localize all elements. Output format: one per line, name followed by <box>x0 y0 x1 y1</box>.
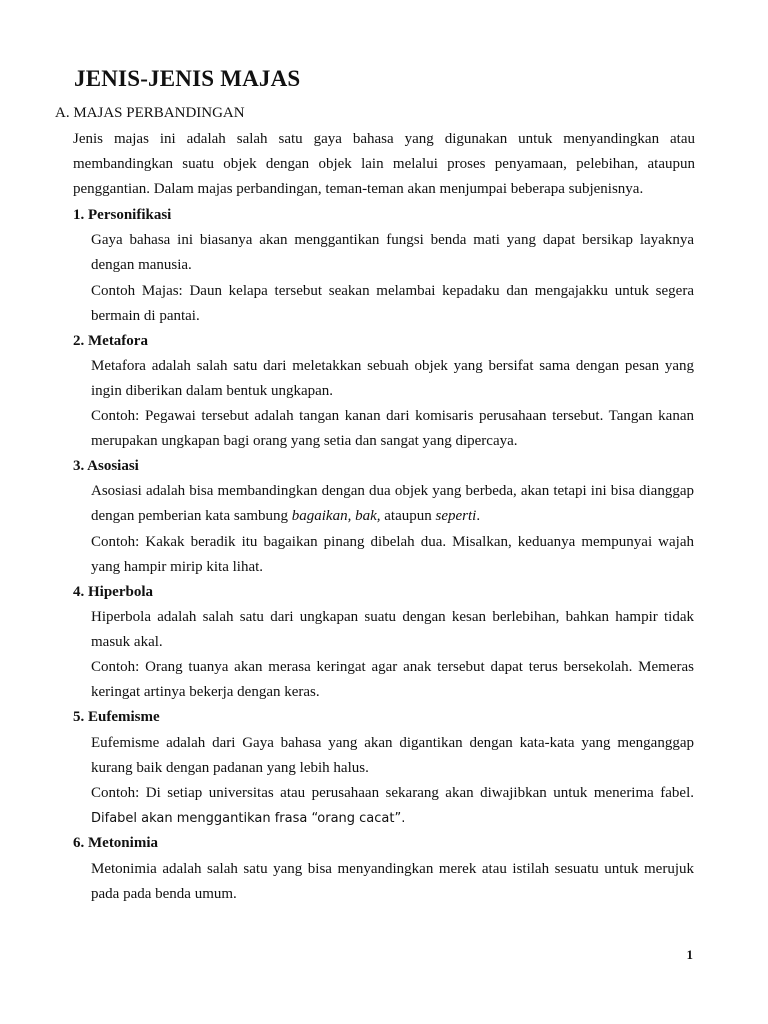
item-definition-metafora: Metafora adalah salah satu dari meletakkan sebuah objek yang bersifat sama dengan pesan yang ingin diberikan dalam bentuk ungkapan. <box>91 358 694 400</box>
section-heading-majas-perbandingan: A. MAJAS PERBANDINGAN <box>55 105 245 121</box>
definition-italic-seperti: seperti <box>435 508 477 525</box>
item-heading-metonimia: 6. Metonimia <box>73 835 158 851</box>
definition-text-part: ataupun <box>380 508 436 525</box>
item-heading-personifikasi: 1. Personifikasi <box>73 207 172 223</box>
item-heading-eufemisme: 5. Eufemisme <box>73 709 160 725</box>
item-example-eufemisme-line2: Difabel akan menggantikan frasa “orang cacat”. <box>91 811 406 826</box>
definition-text-part: . <box>476 508 481 525</box>
item-definition-metonimia: Metonimia adalah salah satu yang bisa menyandingkan merek atau istilah sesuatu untuk merujuk pada pada benda umum. <box>91 861 694 903</box>
definition-text-part: Asosiasi adalah bisa membandingkan dengan dua objek yang berbeda, akan tetapi ini bisa dianggap dengan pemberian kata sambung <box>91 483 694 525</box>
item-example-eufemisme-line1: Contoh: Di setiap universitas atau perusahaan sekarang akan diwajibkan untuk menerima fabel. <box>91 785 694 801</box>
item-definition-hiperbola: Hiperbola adalah salah satu dari ungkapan suatu dengan kesan berlebihan, bahkan hampir tidak masuk akal. <box>91 609 694 651</box>
item-example-metafora: Contoh: Pegawai tersebut adalah tangan kanan dari komisaris perusahaan tersebut. Tangan kanan merupakan ungkapan bagi orang yang setia dan sangat yang dipercaya. <box>91 408 694 450</box>
item-definition-eufemisme: Eufemisme adalah dari Gaya bahasa yang akan digantikan dengan kata-kata yang menganggap kurang baik dengan padanan yang lebih halus. <box>91 735 694 777</box>
document-title: JENIS-JENIS MAJAS <box>74 66 301 91</box>
item-heading-hiperbola: 4. Hiperbola <box>73 584 154 600</box>
definition-italic-conjunctions: bagaikan, bak, <box>291 508 381 525</box>
item-example-asosiasi: Contoh: Kakak beradik itu bagaikan pinang dibelah dua. Misalkan, keduanya mempunyai wajah yang hampir mirip kita lihat. <box>91 534 694 576</box>
page-number: 1 <box>686 947 693 962</box>
item-example-hiperbola: Contoh: Orang tuanya akan merasa keringat agar anak tersebut dapat terus bersekolah. Memeras keringat artinya bekerja dengan keras. <box>91 659 694 701</box>
item-example-personifikasi: Contoh Majas: Daun kelapa tersebut seakan melambai kepadaku dan mengajakku untuk segera bermain di pantai. <box>91 283 694 325</box>
section-intro-paragraph: Jenis majas ini adalah salah satu gaya bahasa yang digunakan untuk menyandingkan atau membandingkan suatu objek dengan objek lain melalui proses penyamaan, pelebihan, ataupun penggantian. Dalam majas perbandingan, teman-teman akan menjumpai beberapa subjenisnya. <box>73 131 695 198</box>
item-definition-personifikasi: Gaya bahasa ini biasanya akan menggantikan fungsi benda mati yang dapat bersikap layaknya dengan manusia. <box>91 232 694 274</box>
item-heading-metafora: 2. Metafora <box>73 333 148 349</box>
item-heading-asosiasi: 3. Asosiasi <box>73 458 139 474</box>
item-definition-asosiasi <box>91 479 694 529</box>
